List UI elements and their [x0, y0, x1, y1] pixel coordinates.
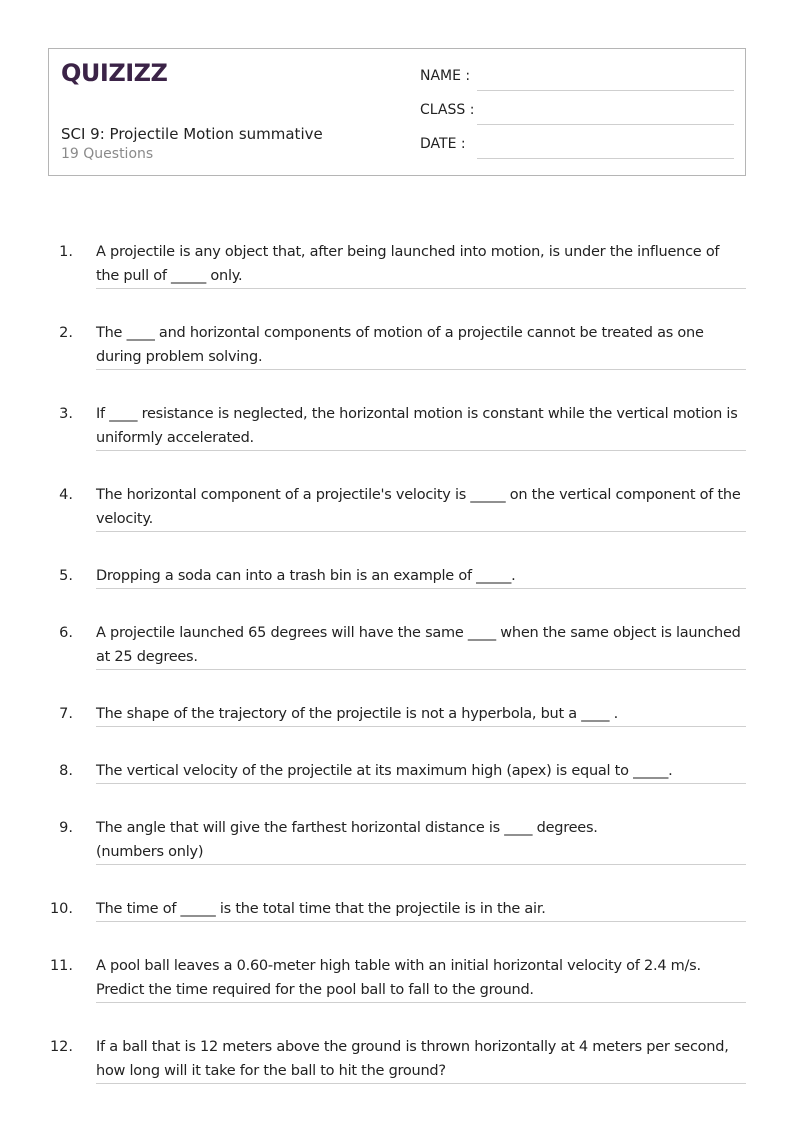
- answer-line[interactable]: [96, 783, 746, 784]
- answer-line[interactable]: [96, 669, 746, 670]
- name-field[interactable]: [420, 68, 734, 92]
- answer-line[interactable]: [96, 864, 746, 865]
- question-text: [96, 816, 746, 864]
- question-text: If ____ resistance is neglected, the horizontal motion is constant while the vertical motion is uniformly accelerated.: [96, 406, 738, 446]
- question-text: The shape of the trajectory of the projectile is not a hyperbola, but a ____ .: [96, 706, 619, 722]
- question-number: 10.: [49, 901, 73, 917]
- class-field[interactable]: [420, 102, 734, 126]
- question-number: 5.: [59, 568, 73, 584]
- question-number: 3.: [59, 406, 73, 422]
- question-number: 6.: [59, 625, 73, 641]
- answer-line[interactable]: [96, 1002, 746, 1003]
- worksheet-header: [48, 48, 746, 176]
- name-label: NAME :: [420, 68, 471, 84]
- question-number: 1.: [59, 244, 73, 260]
- answer-line[interactable]: [96, 726, 746, 727]
- question-text: The horizontal component of a projectile's velocity is _____ on the vertical component of the velocity.: [96, 487, 741, 527]
- answer-line[interactable]: [96, 1083, 746, 1084]
- answer-line[interactable]: [96, 531, 746, 532]
- question-count: 19 Questions: [61, 146, 154, 162]
- question-number: 12.: [49, 1039, 73, 1055]
- question-text: Dropping a soda can into a trash bin is an example of _____.: [96, 568, 516, 584]
- question-number: 11.: [49, 958, 73, 974]
- question-text: The ____ and horizontal components of motion of a projectile cannot be treated as one during problem solving.: [96, 325, 704, 365]
- answer-line[interactable]: [96, 369, 746, 370]
- answer-line[interactable]: [96, 921, 746, 922]
- question-number: 4.: [59, 487, 73, 503]
- question-text: A projectile is any object that, after being launched into motion, is under the influence of the pull of _____ only.: [96, 244, 720, 284]
- question-number: 9.: [59, 820, 73, 836]
- class-line[interactable]: [477, 124, 734, 125]
- question-text: The vertical velocity of the projectile at its maximum high (apex) is equal to _____.: [96, 763, 673, 779]
- name-line[interactable]: [477, 90, 734, 91]
- question-number: 8.: [59, 763, 73, 779]
- worksheet-title: SCI 9: Projectile Motion summative: [61, 125, 323, 143]
- class-label: CLASS :: [420, 102, 475, 118]
- question-text-line-1: The angle that will give the farthest horizontal distance is ____ degrees.: [96, 820, 598, 836]
- question-text: A projectile launched 65 degrees will have the same ____ when the same object is launched at 25 degrees.: [96, 625, 741, 665]
- date-field[interactable]: [420, 136, 734, 160]
- date-label: DATE :: [420, 136, 466, 152]
- answer-line[interactable]: [96, 450, 746, 451]
- date-line[interactable]: [477, 158, 734, 159]
- question-text-line-2: (numbers only): [96, 844, 204, 860]
- answer-line[interactable]: [96, 588, 746, 589]
- question-text: If a ball that is 12 meters above the ground is thrown horizontally at 4 meters per second, how long will it take for the ball to hit the ground?: [96, 1039, 729, 1079]
- question-text: A pool ball leaves a 0.60-meter high table with an initial horizontal velocity of 2.4 m/s. Predict the time required for the pool ball to fall to the ground.: [96, 958, 701, 998]
- question-number: 7.: [59, 706, 73, 722]
- answer-line[interactable]: [96, 288, 746, 289]
- question-number: 2.: [59, 325, 73, 341]
- quizizz-logo: QUIZIZZ: [61, 59, 168, 87]
- question-text: The time of _____ is the total time that the projectile is in the air.: [96, 901, 546, 917]
